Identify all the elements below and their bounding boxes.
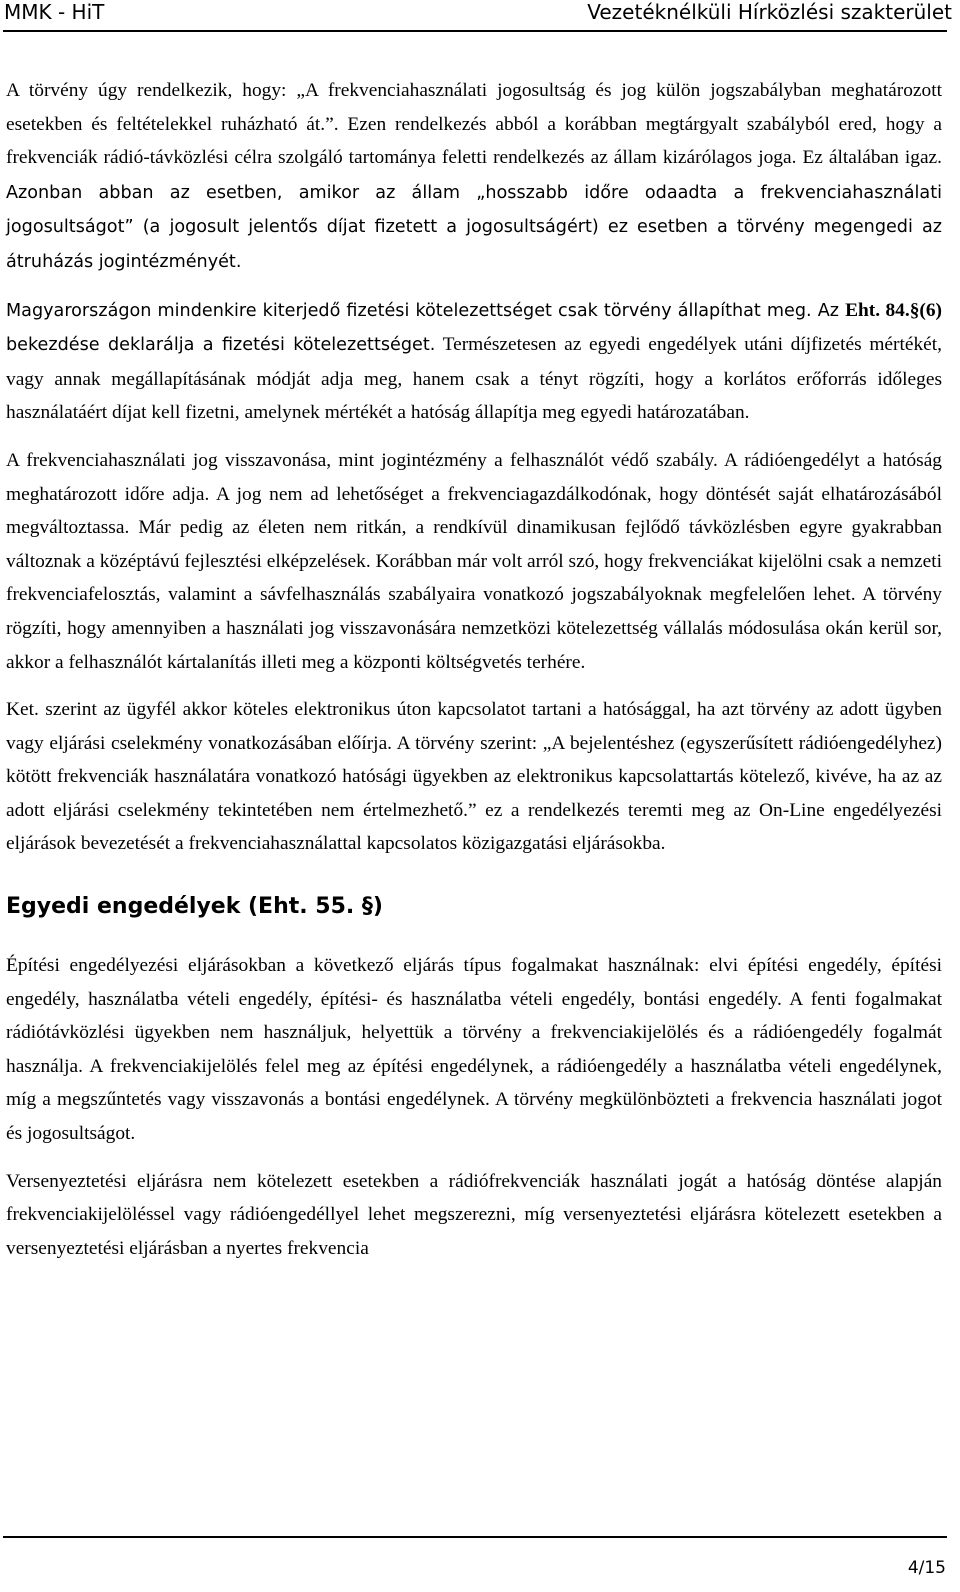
paragraph-fees-part1: Magyarországon mindenkire kiterjedő fizetési kötelezettséget csak törvény állapíthat meg. Az — [6, 300, 846, 321]
paragraph-revocation-text: A frekvenciahasználati jog visszavonása, mint jogintézmény a felhasználót védő szabály. A rádióengedélyt a hatóság meghatározott időre adja. A jog nem ad lehetőséget a frekvenciagazdálkodónak, hogy döntését saját elhatározásából megváltoztassa. Már pedig az életen nem ritkán, a rendkívül dinamikusan fejlődő távközlésben egyre gyakrabban változnak a középtávú fejlesztési elképzelések. Korábban már volt arról szó, hogy frekvenciákat kijelölni csak a nemzeti frekvenciafelosztás, valamint a sávfelhasználás szabályaira vonatkozó jogszabályoknak megfelelően lehet. A törvény rögzíti, hogy amennyiben a használati jog visszavonására nemzetközi kötelezettség vállalás módosulása okán kerül sor, akkor a felhasználót kártalanítás illeti meg a központi költségvetés terhére. — [6, 449, 942, 673]
paragraph-fees-part3: Természetesen az egyedi engedélyek utáni díjfizetés mértékét, vagy annak megállapításának módját adja meg, hanem csak a tényt rögzíti, hogy a korlátos erőforrás időleges használatáért díjat kell fizetni, amelynek mértékét a hatóság állapítja meg egyedi határozatában. — [6, 334, 942, 424]
paragraph-permits-text: Építési engedélyezési eljárásokban a következő eljárás típus fogalmakat használnak: elvi építési engedély, építési engedély, használatba vételi engedély, építési- és használatba vételi engedély, bontási engedély. A fenti fogalmakat rádiótávközlési ügyekben nem használjuk, helyettük a törvény a frekvenciakijelölés és a rádióengedély fogalmát használja. A frekvenciakijelölés felel meg az építési engedélynek, a rádióengedély a használatba vételi engedélynek, míg a megszűntetés vagy visszavonás a bontási engedélynek. A törvény megkülönbözteti a frekvencia használati jogot és jogosultságot. — [6, 955, 942, 1145]
paragraph-permits — [6, 949, 942, 1151]
paragraph-competition — [6, 1165, 942, 1266]
paragraph-fees — [6, 294, 942, 430]
paragraph-fees-law-ref: Eht. 84.§(6) — [845, 299, 943, 321]
paragraph-transfer-part2: Azonban abban az esetben, amikor az állam „hosszabb időre odaadta a frekvenciahasználati jogosultságot” (a jogosult jelentős díjat fizetett a jogosultságért) ez esetben a törvény megengedi az átruházás jogintézményét. — [6, 182, 942, 272]
paragraph-competition-text: Versenyeztetési eljárásra nem kötelezett esetekben a rádiófrekvenciák használati jogát a hatóság döntése alapján frekvenciakijelöléssel vagy rádióengedéllyel lehet megszerezni, míg versenyeztetési eljárásra kötelezett esetekben a versenyeztetési eljárásban a nyertes frekvencia — [6, 1170, 942, 1259]
section-heading: Egyedi engedélyek (Eht. 55. §) — [6, 894, 383, 920]
page-number: 4/15 — [907, 1558, 946, 1578]
header-left-title: MMK - HiT — [4, 0, 105, 24]
page-header — [0, 0, 960, 27]
paragraph-electronic-text: Ket. szerint az ügyfél akkor köteles elektronikus úton kapcsolatot tartani a hatósággal, ha azt törvény az adott ügyben vagy eljárási cselekmény vonatkozásában előírja. A törvény szerint: „A bejelentéshez (egyszerűsített rádióengedélyhez) kötött frekvenciák használatára vonatkozó hatósági ügyekben az elektronikus kapcsolattartás kötelező, kivéve, ha az az adott eljárási cselekmény tekintetében nem értelmezhető.” ez a rendelkezés teremti meg az On-Line engedélyezési eljárások bevezetését a frekvenciahasználattal kapcsolatos közigazgatási eljárásokba. — [6, 699, 942, 855]
paragraph-transfer — [6, 74, 942, 280]
footer-divider — [3, 1536, 947, 1538]
paragraph-revocation — [6, 444, 942, 679]
paragraph-fees-part2: bekezdése deklarálja a fizetési kötelezettséget. — [6, 335, 436, 356]
header-right-title: Vezetéknélküli Hírközlési szakterület — [587, 0, 952, 24]
paragraph-transfer-part1: A törvény úgy rendelkezik, hogy: „A frekvenciahasználati jogosultság és jog külön jogszabályban meghatározott esetekben és feltételekkel ruházható át.”. Ezen rendelkezés abból a korábban megtárgyalt szabályból ered, hogy a frekvenciák rádió-távközlési célra szolgáló tartománya feletti rendelkezés az állam kizárólagos joga. Ez általában igaz. — [6, 80, 942, 169]
paragraph-electronic — [6, 693, 942, 861]
document-body — [6, 74, 942, 1279]
header-divider — [3, 30, 947, 32]
